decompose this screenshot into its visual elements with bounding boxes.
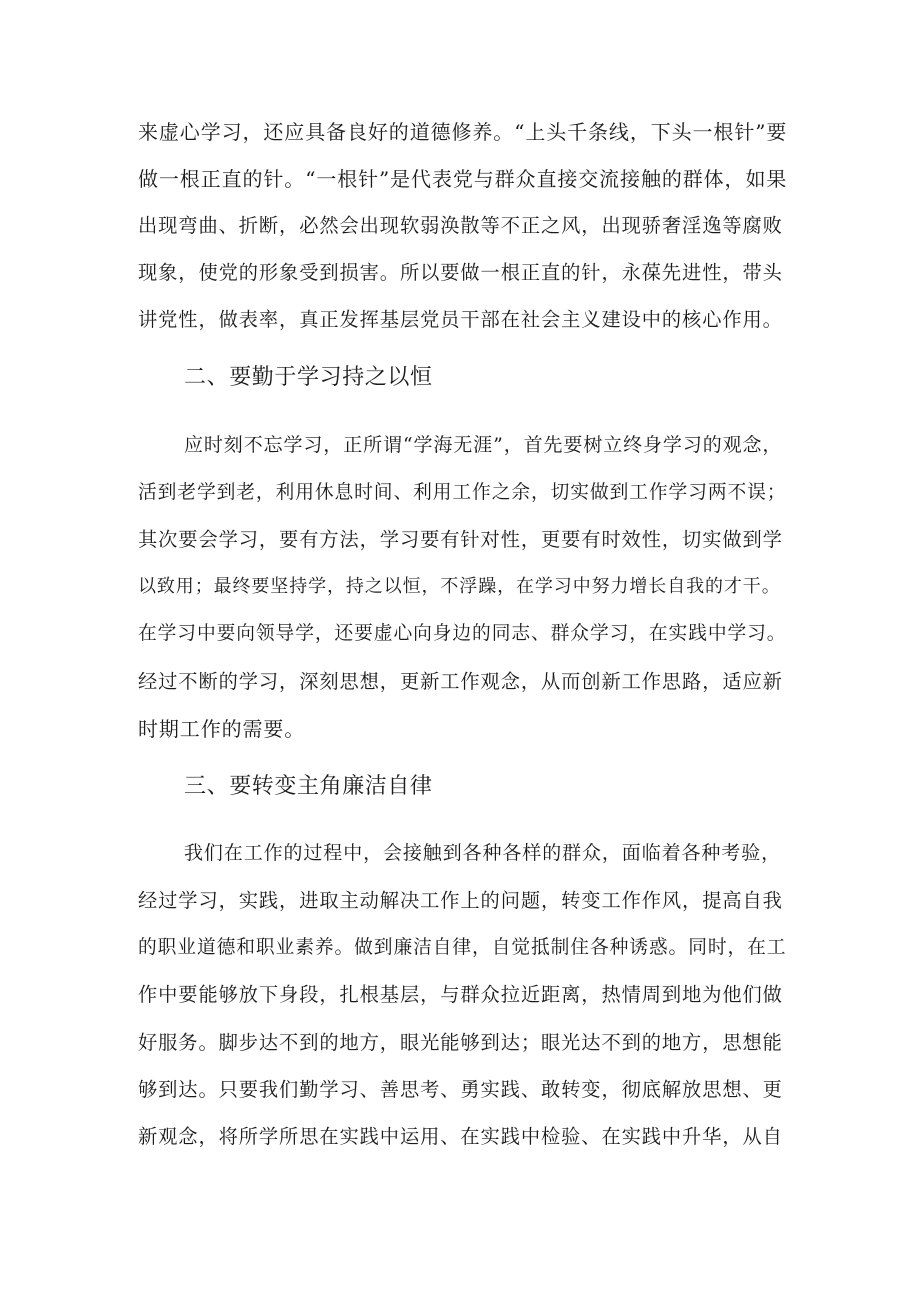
paragraph-line: 做一根正直的针。“一根针”是代表党与群众直接交流接触的群体，如果: [138, 167, 788, 191]
paragraph-line: 新观念，将所学所思在实践中运用、在实践中检验、在实践中升华，从自: [138, 1125, 783, 1148]
paragraph-line: 我们在工作的过程中，会接触到各种各样的群众，面临着各种考验，: [184, 842, 782, 864]
paragraph-line: 时期工作的需要。: [138, 717, 306, 741]
paragraph-line: 经过不断的学习，深刻思想，更新工作观念，从而创新工作思路，适应新: [138, 670, 783, 693]
paragraph-line: 出现弯曲、折断，必然会出现软弱涣散等不正之风，出现骄奢淫逸等腐败: [138, 214, 783, 237]
section-heading-3: 三、要转变主角廉洁自律: [184, 774, 433, 799]
paragraph-line: 在学习中要向领导学，还要虚心向身边的同志、群众学习，在实践中学习。: [138, 623, 787, 644]
paragraph-line: 作中要能够放下身段，扎根基层，与群众拉近距离，热情周到地为他们做: [138, 983, 783, 1006]
paragraph-line: 其次要会学习，要有方法，学习要有针对性，更要有时效性，切实做到学: [138, 528, 783, 551]
paragraph-line: 好服务。脚步达不到的地方，眼光能够到达；眼光达不到的地方，思想能: [138, 1031, 783, 1054]
paragraph-line: 活到老学到老，利用休息时间、利用工作之余，切实做到工作学习两不误；: [138, 482, 787, 503]
paragraph-line: 经过学习，实践，进取主动解决工作上的问题，转变工作作风，提高自我: [138, 889, 783, 912]
paragraph-line: 现象，使党的形象受到损害。所以要做一根正直的针，永葆先进性，带头: [138, 261, 783, 284]
paragraph-line: 够到达。只要我们勤学习、善思考、勇实践、敢转变，彻底解放思想、更: [138, 1078, 783, 1101]
paragraph-line: 讲党性，做表率，真正发挥基层党员干部在社会主义建设中的核心作用。: [138, 308, 783, 331]
paragraph-line: 来虚心学习，还应具备良好的道德修养。“上头千条线，下头一根针”要: [138, 120, 788, 144]
paragraph-line: 的职业道德和职业素养。做到廉洁自律，自觉抵制住各种诱惑。同时，在工: [138, 937, 787, 958]
paragraph-line: 应时刻不忘学习，正所谓“学海无涯”，首先要树立终身学习的观念，: [184, 434, 783, 456]
paragraph-line: 以致用；最终要坚持学，持之以恒，不浮躁，在学习中努力增长自我的才干。: [138, 576, 781, 597]
section-heading-2: 二、要勤于学习持之以恒: [184, 365, 433, 390]
